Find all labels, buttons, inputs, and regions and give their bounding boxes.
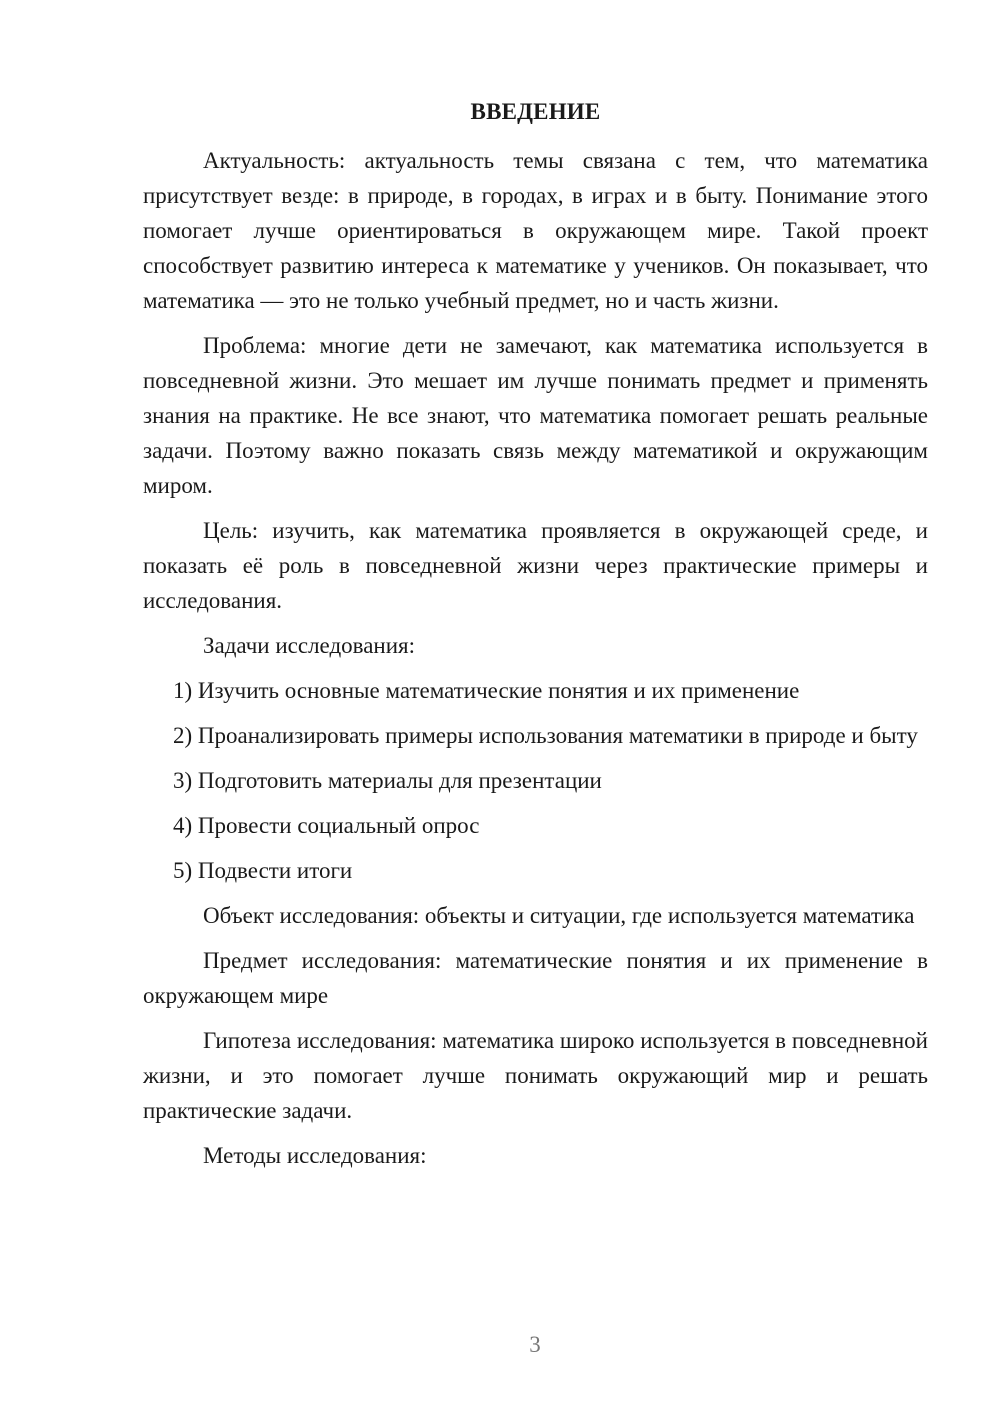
task-item-1: 1) Изучить основные математические понятия и их применение bbox=[173, 678, 800, 703]
paragraph-object: Объект исследования: объекты и ситуации, где используется математика bbox=[203, 903, 915, 928]
paragraph-goal: Цель: изучить, как математика проявляется в окружающей среде, и показать её роль в повседневной жизни через практические примеры и исследования. bbox=[143, 518, 928, 613]
page-number: 3 bbox=[529, 1332, 541, 1357]
methods-heading: Методы исследования: bbox=[203, 1143, 427, 1168]
task-item-5: 5) Подвести итоги bbox=[173, 858, 353, 883]
task-item-4: 4) Провести социальный опрос bbox=[173, 813, 480, 838]
paragraph-subject: Предмет исследования: математические понятия и их применение в окружающем мире bbox=[143, 948, 928, 1008]
page-title: ВВЕДЕНИЕ bbox=[470, 99, 601, 124]
tasks-heading: Задачи исследования: bbox=[203, 633, 416, 658]
task-item-3: 3) Подготовить материалы для презентации bbox=[173, 768, 602, 793]
paragraph-hypothesis: Гипотеза исследования: математика широко используется в повседневной жизни, и это помогает лучше понимать окружающий мир и решать практические задачи. bbox=[143, 1028, 928, 1123]
task-item-2: 2) Проанализировать примеры использования математики в природе и быту bbox=[173, 723, 918, 748]
paragraph-problem: Проблема: многие дети не замечают, как математика используется в повседневной жизни. Это мешает им лучше понимать предмет и применять знания на практике. Не все знают, что математика помогает решать реальные задачи. Поэтому важно показать связь между математикой и окружающим миром. bbox=[143, 333, 928, 498]
paragraph-relevance: Актуальность: актуальность темы связана с тем, что математика присутствует везде: в природе, в городах, в играх и в быту. Понимание этого помогает лучше ориентироваться в окружающем мире. Такой проект способствует развитию интереса к математике у учеников. Он показывает, что математика — это не только учебный предмет, но и часть жизни. bbox=[143, 148, 928, 313]
page-content bbox=[143, 94, 928, 1183]
